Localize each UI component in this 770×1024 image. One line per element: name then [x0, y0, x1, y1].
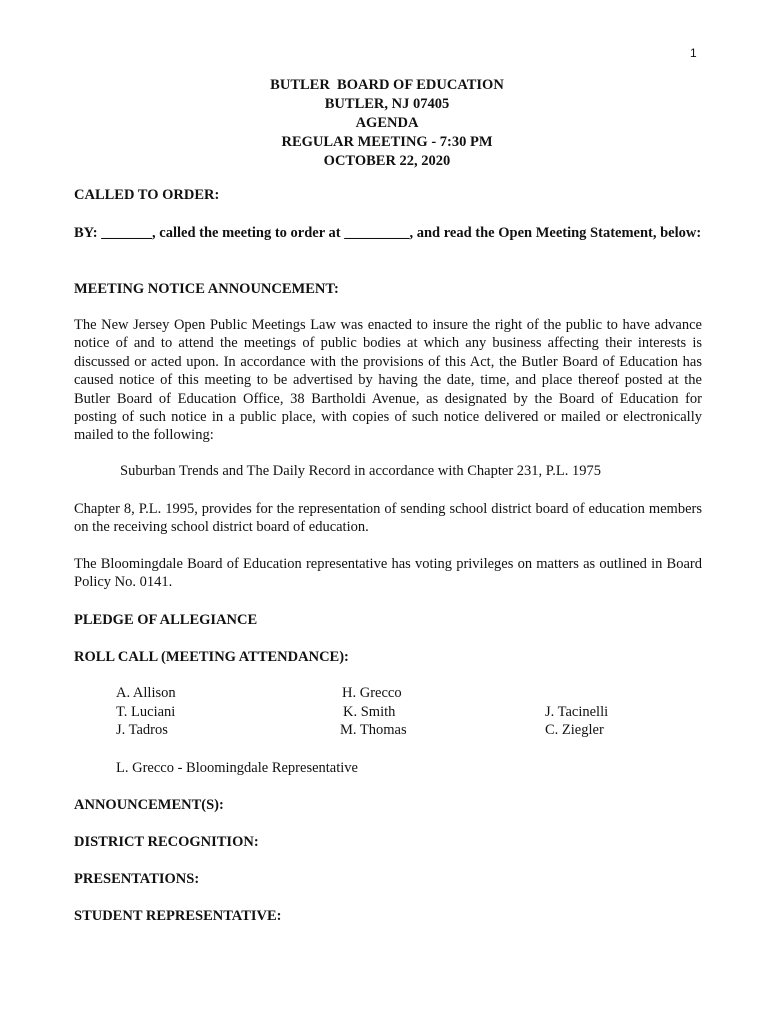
roll-call-member: J. Tacinelli — [545, 703, 609, 720]
roll-call-member: A. Allison — [116, 685, 176, 701]
header-location: BUTLER, NJ 07405 — [324, 96, 450, 112]
roll-call-member: C. Ziegler — [545, 722, 604, 739]
called-to-order-statement: BY: _______, called the meeting to order at _________, and read the Open Meeting Statement, below: — [74, 225, 702, 241]
header-agenda: AGENDA — [355, 115, 419, 131]
roll-call-member: H. Grecco — [342, 685, 402, 701]
pledge-heading: PLEDGE OF ALLEGIANCE — [74, 612, 258, 628]
header-board-name: BUTLER BOARD OF EDUCATION — [270, 77, 504, 93]
roll-call-heading: ROLL CALL (MEETING ATTENDANCE): — [74, 649, 349, 665]
page-number: 1 — [690, 46, 697, 60]
roll-call-member: K. Smith — [343, 703, 396, 720]
roll-call-member: J. Tadros — [116, 722, 168, 739]
called-to-order-heading: CALLED TO ORDER: — [74, 187, 220, 203]
header-date: OCTOBER 22, 2020 — [323, 153, 451, 169]
district-recognition-heading: DISTRICT RECOGNITION: — [74, 834, 259, 850]
bloomingdale-paragraph: The Bloomingdale Board of Education representative has voting privileges on matters as outlined in Board Policy No. 0141. — [74, 556, 702, 591]
roll-call-member — [545, 684, 608, 703]
meeting-notice-paragraph: The New Jersey Open Public Meetings Law was enacted to insure the right of the public to have advance notice of and to attend the meetings of public bodies at which any business affecting their interests is discussed or acted upon. In accordance with the provisions of this Act, the Butler Board of Education has caused notice of this meeting to be advertised by having the date, time, and place thereof posted at the Butler Board of Education Office, 38 Bartholdi Avenue, as designated by the Board of Education for posting of such notice in a public place, with copies of such notice delivered or mailed or electronically mailed to the following: — [74, 317, 702, 444]
announcements-heading: ANNOUNCEMENT(S): — [74, 797, 224, 813]
chapter8-paragraph: Chapter 8, P.L. 1995, provides for the representation of sending school district board of education members on the receiving school district board of education. — [74, 501, 702, 536]
bloomingdale-representative: L. Grecco - Bloomingdale Representative — [116, 760, 358, 776]
roll-call-column-3 — [545, 684, 608, 740]
header-meeting-type: REGULAR MEETING - 7:30 PM — [281, 134, 493, 150]
student-representative-heading: STUDENT REPRESENTATIVE: — [74, 908, 282, 924]
presentations-heading: PRESENTATIONS: — [74, 871, 200, 887]
roll-call-member: M. Thomas — [340, 722, 407, 739]
newspapers-line: Suburban Trends and The Daily Record in accordance with Chapter 231, P.L. 1975 — [120, 463, 601, 479]
meeting-notice-heading: MEETING NOTICE ANNOUNCEMENT: — [74, 281, 339, 297]
roll-call-column-2 — [340, 684, 407, 740]
roll-call-member: T. Luciani — [116, 703, 176, 720]
document-header — [0, 76, 770, 171]
roll-call-column-1 — [116, 684, 176, 740]
